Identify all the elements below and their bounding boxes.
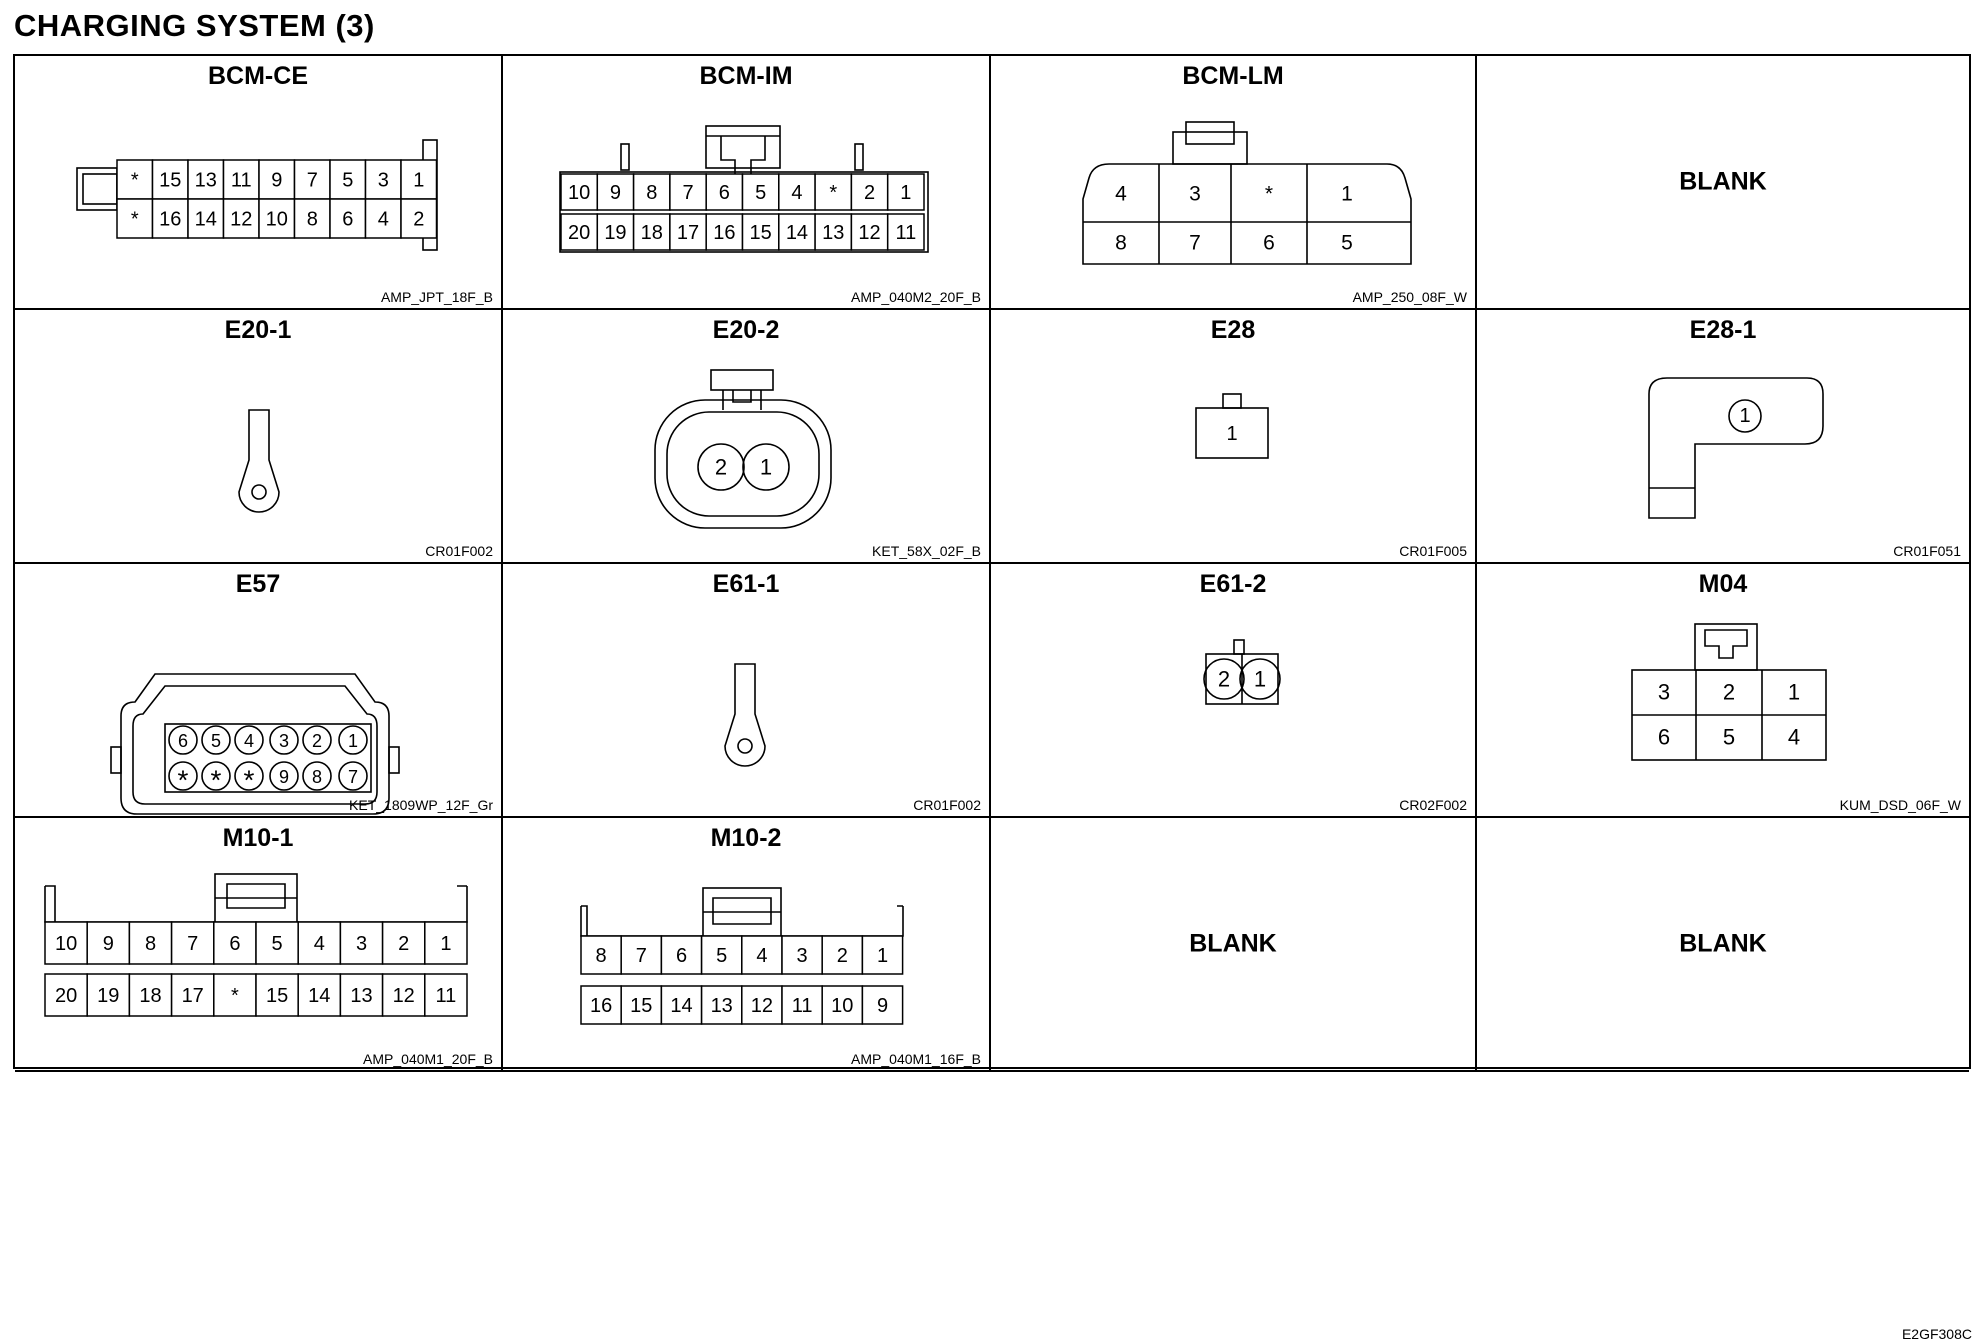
connector-cell-bcm-im: [503, 56, 991, 310]
pin-label: 6: [675, 945, 688, 967]
pin-label: 2: [1217, 666, 1231, 692]
pin-label: 1: [900, 182, 912, 204]
pin-label: 13: [194, 169, 217, 192]
connector-cell-m04: [1477, 564, 1969, 818]
connector-part-code: KET_58X_02F_B: [872, 543, 981, 559]
pin-label: 6: [1657, 724, 1671, 750]
pin-label: 20: [568, 222, 591, 244]
pin-label: *: [177, 764, 189, 796]
pin-label: 4: [791, 182, 803, 204]
connector-cell-e20-1: [15, 310, 503, 564]
pin-label: 1: [413, 169, 425, 192]
connector-cell-bcm-lm: [991, 56, 1477, 310]
connector-latch: [621, 144, 629, 170]
pin-label: 9: [609, 182, 622, 204]
connector-latch: [111, 747, 121, 773]
connector-body: [1649, 378, 1823, 518]
connector-cell-e61-1: [503, 564, 991, 818]
pin-label: 5: [1722, 724, 1736, 750]
pin-label: 5: [342, 169, 354, 192]
pin-label: 15: [630, 995, 653, 1017]
connector-body: [1083, 164, 1411, 264]
connector-id: M10-1: [222, 824, 294, 852]
pin-label: 9: [102, 933, 114, 955]
pin-label: 12: [230, 208, 253, 231]
connector-id: E61-1: [712, 570, 780, 598]
pin-label: 3: [1657, 679, 1671, 705]
pin-label: 2: [1722, 679, 1736, 705]
pin-label: 2: [714, 454, 728, 480]
connector-latch: [389, 747, 399, 773]
blank-label: BLANK: [1679, 929, 1767, 958]
pin-label: 14: [308, 985, 331, 1007]
pin-label: 18: [640, 222, 663, 244]
pin-label: 13: [822, 222, 845, 244]
connector-drawing-m10-2: [503, 818, 991, 1072]
connector-drawing-e20-2: [503, 310, 991, 564]
pin-label: 5: [755, 182, 767, 204]
connector-cell-e20-2: [503, 310, 991, 564]
blank-cell: [1477, 56, 1969, 310]
connector-drawing-bcm-ce: [15, 56, 503, 310]
connector-lock: [1705, 630, 1747, 658]
pin-label: 7: [347, 767, 359, 787]
connector-latch: [83, 174, 117, 204]
pin-label: 2: [413, 208, 425, 231]
connector-drawing-e28: [991, 310, 1477, 564]
connector-id: E57: [235, 570, 281, 598]
connector-lock: [706, 126, 780, 168]
pin-label: 11: [791, 995, 813, 1017]
pin-label: 15: [159, 169, 182, 192]
connector-id: E28: [1210, 316, 1256, 344]
connector-part-code: AMP_250_08F_W: [1352, 289, 1467, 305]
pin-label: 16: [713, 222, 736, 244]
connector-drawing-e57: [15, 564, 503, 818]
pin-label: 13: [710, 995, 733, 1017]
pin-label: 1: [1739, 405, 1751, 427]
pin-label: 8: [306, 208, 318, 231]
pin-label: 5: [210, 731, 222, 751]
connector-id: E28-1: [1689, 316, 1757, 344]
pin-label: 14: [194, 208, 217, 231]
pin-label: 7: [635, 945, 647, 967]
pin-label: 8: [311, 767, 323, 787]
connector-drawing-bcm-lm: [991, 56, 1477, 310]
pin-label: 9: [876, 995, 889, 1017]
pin-label: *: [231, 985, 239, 1007]
connector-drawing-bcm-im: [503, 56, 991, 310]
ring-terminal: [725, 664, 765, 766]
pin-label: 17: [676, 222, 700, 244]
connector-id: BCM-IM: [699, 62, 793, 90]
pin-label: 2: [836, 945, 848, 967]
connector-lock: [703, 898, 781, 924]
pin-label: 6: [342, 208, 354, 231]
blank-cell: [991, 818, 1477, 1072]
pin-label: 7: [1189, 231, 1201, 255]
pin-label: 6: [1263, 231, 1275, 255]
pin-label: 3: [355, 933, 368, 955]
connector-cell-e61-2: [991, 564, 1477, 818]
connector-lock: [1234, 640, 1244, 654]
pin-label: 5: [1341, 231, 1353, 255]
pin-label: 4: [756, 945, 768, 967]
blank-label: BLANK: [1189, 929, 1277, 958]
pin-label: 11: [895, 222, 917, 244]
pin-label: 8: [144, 933, 157, 955]
pin-label: 11: [230, 169, 252, 192]
pin-label: *: [210, 764, 222, 796]
pin-label: 16: [589, 995, 613, 1017]
pin-label: 8: [646, 182, 658, 204]
pin-label: 9: [271, 169, 283, 192]
pin-label: 1: [347, 731, 359, 751]
connector-body: [581, 906, 903, 936]
pin-label: 7: [306, 169, 318, 192]
connector-cell-bcm-ce: [15, 56, 503, 310]
page-title: CHARGING SYSTEM (3): [14, 8, 375, 43]
pin-label: 10: [568, 182, 591, 204]
connector-cell-e28-1: [1477, 310, 1969, 564]
connector-id: E61-2: [1199, 570, 1267, 598]
pin-label: 11: [435, 985, 457, 1007]
connector-latch: [855, 144, 863, 170]
pin-label: 4: [377, 208, 389, 231]
pin-label: 10: [831, 995, 854, 1017]
connector-id: E20-1: [224, 316, 292, 344]
pin-label: 7: [187, 933, 199, 955]
pin-label: 5: [716, 945, 728, 967]
connector-id: M04: [1698, 570, 1748, 598]
connector-cell-m10-2: [503, 818, 991, 1072]
pin-label: 13: [350, 985, 373, 1007]
connector-drawing-e61-2: [991, 564, 1477, 818]
connector-cell-m10-1: [15, 818, 503, 1072]
pin-label: 9: [278, 767, 290, 787]
ring-terminal: [239, 410, 279, 512]
pin-label: 3: [1189, 182, 1201, 206]
pin-label: *: [130, 208, 139, 231]
connector-id: BCM-LM: [1182, 62, 1284, 90]
pin-label: *: [130, 169, 139, 192]
pin-label: 10: [54, 933, 78, 955]
connector-body: [1083, 164, 1411, 264]
pin-label: 6: [177, 731, 189, 751]
pin-label: 8: [1115, 231, 1127, 255]
pin-label: 4: [1115, 182, 1127, 206]
connector-lock: [711, 370, 773, 390]
pin-label: 19: [604, 222, 627, 244]
connector-part-code: KET_1809WP_12F_Gr: [349, 797, 493, 813]
pin-label: 4: [1787, 724, 1801, 750]
connector-lock: [1173, 132, 1247, 164]
pin-label: 15: [749, 222, 772, 244]
pin-label: 1: [759, 454, 773, 480]
pin-label: 12: [750, 995, 774, 1017]
pin-label: 10: [265, 208, 288, 231]
connector-lock: [1223, 394, 1241, 408]
pin-label: 19: [97, 985, 120, 1007]
pin-label: 20: [54, 985, 78, 1007]
connector-part-code: KUM_DSD_06F_W: [1839, 797, 1961, 813]
pin-label: 2: [311, 731, 323, 751]
pin-label: 4: [313, 933, 325, 955]
pin-label: 6: [718, 182, 730, 204]
figure-code: E2GF308C: [1901, 1326, 1972, 1342]
connector-body: [45, 886, 467, 922]
pin-label: 5: [271, 933, 283, 955]
connector-part-code: CR01F005: [1399, 543, 1467, 559]
pin-label: 4: [243, 731, 255, 751]
pin-label: 3: [278, 731, 290, 751]
connector-part-code: AMP_040M1_20F_B: [363, 1051, 493, 1067]
connector-cell-e28: [991, 310, 1477, 564]
pin-label: 14: [785, 222, 809, 244]
pin-label: 12: [392, 985, 415, 1007]
connector-drawing-e28-1: [1477, 310, 1969, 564]
pin-label: 14: [670, 995, 693, 1017]
pin-label: 1: [1787, 679, 1801, 705]
connector-lock: [215, 884, 297, 908]
pin-label: *: [1264, 182, 1274, 206]
pin-label: 1: [1341, 182, 1353, 206]
pin-label: 7: [682, 182, 694, 204]
blank-cell: [1477, 818, 1969, 1072]
pin-label: 18: [139, 985, 162, 1007]
connector-lock: [703, 888, 781, 938]
pin-label: 2: [398, 933, 410, 955]
pin-label: 15: [265, 985, 289, 1007]
pin-label: 1: [1226, 423, 1238, 445]
connector-part-code: CR01F051: [1893, 543, 1961, 559]
blank-label: BLANK: [1679, 167, 1767, 196]
connector-part-code: AMP_040M1_16F_B: [851, 1051, 981, 1067]
connector-part-code: CR01F002: [913, 797, 981, 813]
connector-id: M10-2: [710, 824, 782, 852]
pin-label: 16: [159, 208, 182, 231]
pin-label: 6: [229, 933, 241, 955]
pin-label: 2: [863, 182, 876, 204]
connector-drawing-e20-1: [15, 310, 503, 564]
pin-label: 8: [595, 945, 607, 967]
pin-label: *: [829, 182, 838, 204]
pin-label: 3: [377, 169, 389, 192]
connector-id: BCM-CE: [208, 62, 308, 90]
connector-drawing-m10-1: [15, 818, 503, 1072]
pin-label: 1: [876, 945, 889, 967]
connector-id: E20-2: [712, 316, 780, 344]
connector-part-code: CR01F002: [425, 543, 493, 559]
connector-part-code: AMP_040M2_20F_B: [851, 289, 981, 305]
ring-terminal-hole: [738, 739, 752, 753]
connector-cell-e57: [15, 564, 503, 818]
connector-grid: [13, 54, 1971, 1069]
connector-drawing-m04: [1477, 564, 1969, 818]
pin-label: 3: [796, 945, 808, 967]
pin-label: *: [243, 764, 255, 796]
connector-drawing-e61-1: [503, 564, 991, 818]
connector-part-code: AMP_JPT_18F_B: [380, 289, 493, 305]
pin-label: 1: [1253, 666, 1267, 692]
pin-label: 1: [440, 933, 452, 955]
connector-part-code: CR02F002: [1399, 797, 1467, 813]
ring-terminal-hole: [252, 485, 266, 499]
pin-label: 17: [181, 985, 204, 1007]
pin-label: 12: [858, 222, 881, 244]
connector-lock: [1186, 122, 1234, 144]
